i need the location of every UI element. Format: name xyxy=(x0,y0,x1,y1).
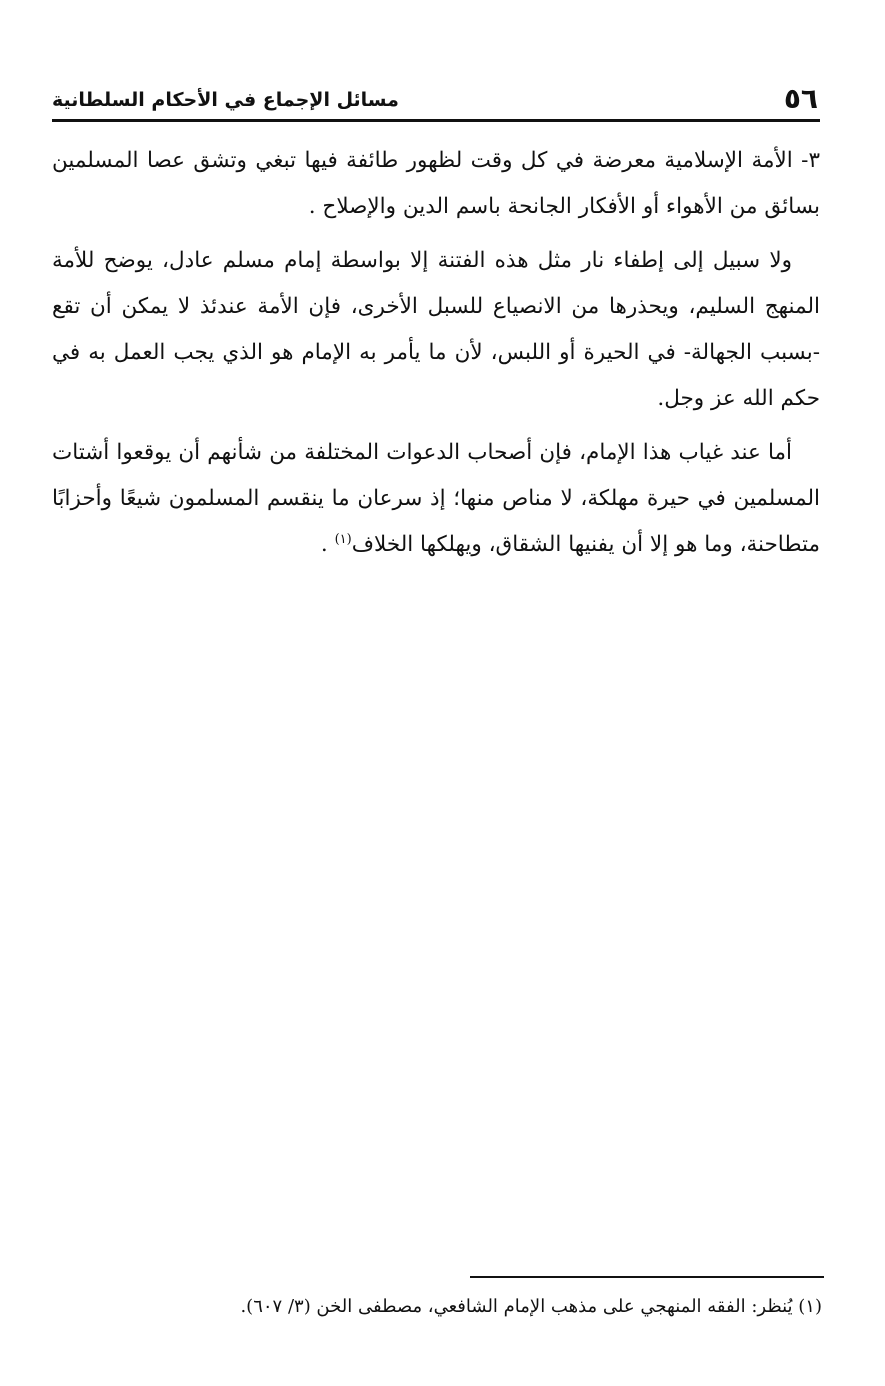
header-rule xyxy=(52,119,820,122)
paragraph-point-3: ٣- الأمة الإسلامية معرضة في كل وقت لظهور طائفة فيها تبغي وتشق عصا المسلمين بسائق من الأهواء أو الأفكار الجانحة باسم الدين والإصلاح . xyxy=(52,148,820,219)
page-header xyxy=(52,70,818,114)
paragraph-end-mark: . xyxy=(320,532,335,557)
footnote-reference[interactable]: (١) xyxy=(334,531,352,547)
paragraph-imam-absence xyxy=(52,430,820,568)
paragraph-imam-absence-text: أما عند غياب هذا الإمام، فإن أصحاب الدعوات المختلفة من شأنهم أن يوقعوا أشتات المسلمين في حيرة مهلكة، لا مناص منها؛ إذ سرعان ما ينقسم المسلمون شيعًا وأحزابًا متطاحنة، وما هو إلا أن يفنيها الشقاق، ويهلكها الخلاف xyxy=(52,440,820,557)
main-text xyxy=(52,138,820,576)
footnote-rule xyxy=(470,1276,824,1278)
page-number: ٥٦ xyxy=(783,82,818,115)
paragraph-imam-role: ولا سبيل إلى إطفاء نار مثل هذه الفتنة إلا بواسطة إمام مسلم عادل، يوضح للأمة المنهج السليم، ويحذرها من الانصياع للسبل الأخرى، فإن الأمة عندئذ لا يمكن أن تقع -بسبب الجهالة- في الحيرة أو اللبس، لأن ما يأمر به الإمام هو الذي يجب العمل به في حكم الله عز وجل. xyxy=(52,248,820,411)
running-title: مسائل الإجماع في الأحكام السلطانية xyxy=(52,89,399,111)
footnote: (١) يُنظر: الفقه المنهجي على مذهب الإمام الشافعي، مصطفى الخن (٣/ ٦٠٧). xyxy=(240,1296,822,1317)
